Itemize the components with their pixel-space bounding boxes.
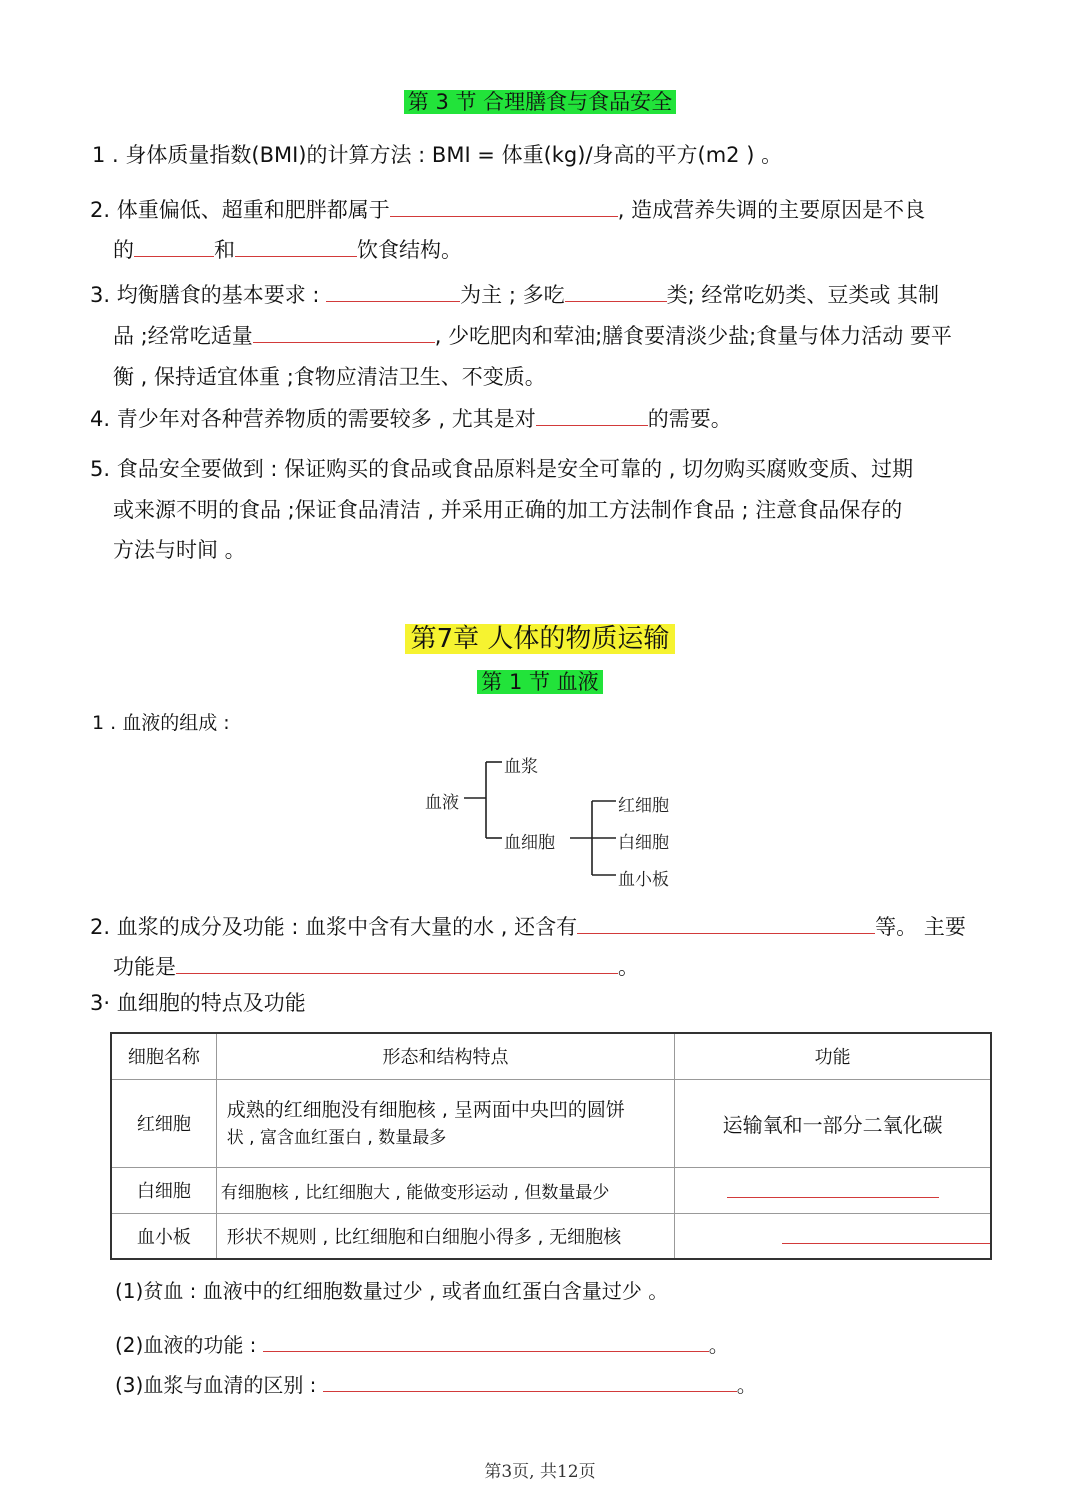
note-1: (1)贫血 : 血液中的红细胞数量过少 , 或者血红蛋白含量过少 。 xyxy=(115,1279,669,1303)
item-5-line3: 方法与时间 。 xyxy=(113,538,246,562)
diagram-rbc: 红细胞 xyxy=(618,796,669,816)
blank-field[interactable] xyxy=(536,405,648,426)
item-4-text-a: 4. 青少年对各种营养物质的需要较多 , 尤其是对 xyxy=(90,407,536,431)
item-2-text-d: 和 xyxy=(214,238,235,262)
diagram-blood-cells: 血细胞 xyxy=(504,833,555,853)
blank-field[interactable] xyxy=(134,236,214,257)
table-header-row xyxy=(111,1033,991,1079)
section-title xyxy=(0,86,1080,116)
item-3-line2 xyxy=(113,322,952,349)
item-3-text-a: 3. 均衡膳食的基本要求 : xyxy=(90,283,320,307)
table-row xyxy=(111,1213,991,1259)
item-3-line3: 衡 , 保持适宜体重 ;食物应清洁卫生、不变质。 xyxy=(113,365,546,389)
blood-item-1: 1 . 血液的组成 : xyxy=(92,712,230,734)
blank-field[interactable] xyxy=(727,1177,939,1198)
blank-field[interactable] xyxy=(390,196,618,217)
cell-name: 血小板 xyxy=(111,1213,216,1259)
item-4-text-b: 的需要。 xyxy=(647,407,732,431)
blank-field[interactable] xyxy=(323,1371,737,1392)
item-3-text-d: 品 ;经常吃适量 xyxy=(113,324,253,348)
blank-field[interactable] xyxy=(253,322,435,343)
cell-feature: 有细胞核 , 比红细胞大 , 能做变形运动 , 但数量最少 xyxy=(216,1167,675,1213)
blank-field[interactable] xyxy=(326,281,460,302)
diagram-plasma: 血浆 xyxy=(504,757,538,777)
cell-function xyxy=(675,1167,991,1213)
blood-item-2-text-d: 。 xyxy=(618,955,639,979)
cell-function: 运输氧和一部分二氧化碳 xyxy=(675,1079,991,1167)
blank-field[interactable] xyxy=(235,236,357,257)
diagram-wbc: 白细胞 xyxy=(618,833,669,853)
blank-field[interactable] xyxy=(263,1331,709,1352)
cell-function xyxy=(675,1213,991,1259)
blood-composition-diagram xyxy=(420,745,690,890)
blood-item-2-line1 xyxy=(90,913,966,940)
note-3-text-a: (3)血浆与血清的区别 : xyxy=(115,1373,317,1397)
diagram-blood: 血液 xyxy=(425,793,459,813)
blank-field[interactable] xyxy=(782,1223,990,1244)
item-2-text-b: , 造成营养失调的主要原因是不良 xyxy=(617,198,926,222)
blank-field[interactable] xyxy=(176,953,618,974)
cell-feature xyxy=(216,1079,675,1167)
cell-feature-line: 状 , 富含血红蛋白 , 数量最多 xyxy=(226,1128,447,1148)
blood-item-3: 3· 血细胞的特点及功能 xyxy=(90,991,306,1015)
chapter-title xyxy=(0,618,1080,655)
note-3 xyxy=(115,1371,757,1398)
section-title-text: 第 3 节 合理膳食与食品安全 xyxy=(404,90,676,114)
blank-field[interactable] xyxy=(565,281,667,302)
item-4 xyxy=(90,405,732,432)
item-3-text-e: , 少吃肥肉和荤油;膳食要清淡少盐;食量与体力活动 要平 xyxy=(434,324,952,348)
table-header: 形态和结构特点 xyxy=(216,1033,675,1079)
item-3-line1 xyxy=(90,281,939,308)
blank-field[interactable] xyxy=(577,913,875,934)
section-title-text: 第 1 节 血液 xyxy=(477,670,602,694)
note-3-text-b: 。 xyxy=(736,1373,757,1397)
item-2-text-a: 2. 体重偏低、超重和肥胖都属于 xyxy=(90,198,390,222)
blood-item-2-line2 xyxy=(113,953,639,980)
item-2-line2 xyxy=(113,236,462,263)
cell-feature-line: 成熟的红细胞没有细胞核 , 呈两面中央凹的圆饼 xyxy=(226,1099,625,1121)
item-2-text-c: 的 xyxy=(113,238,134,262)
note-2-text-b: 。 xyxy=(708,1333,729,1357)
blood-item-2-text-b: 等。 主要 xyxy=(875,915,966,939)
table-header: 细胞名称 xyxy=(111,1033,216,1079)
section-title xyxy=(0,666,1080,696)
item-2-line1 xyxy=(90,196,925,223)
item-5-line2: 或来源不明的食品 ;保证食品清洁 , 并采用正确的加工方法制作食品 ; 注意食品保存的 xyxy=(113,498,903,522)
blood-item-2-text-a: 2. 血浆的成分及功能 : 血浆中含有大量的水 , 还含有 xyxy=(90,915,578,939)
note-2 xyxy=(115,1331,729,1358)
item-1: 1 . 身体质量指数(BMI)的计算方法 : BMI = 体重(kg)/身高的平方(m2 ) 。 xyxy=(92,143,783,167)
table-row xyxy=(111,1079,991,1167)
blood-cell-table xyxy=(110,1032,992,1260)
cell-name: 白细胞 xyxy=(111,1167,216,1213)
cell-name: 红细胞 xyxy=(111,1079,216,1167)
item-3-text-b: 为主 ; 多吃 xyxy=(460,283,565,307)
table-header: 功能 xyxy=(675,1033,991,1079)
note-2-text-a: (2)血液的功能 : xyxy=(115,1333,257,1357)
table-row xyxy=(111,1167,991,1213)
item-3-text-c: 类; 经常吃奶类、豆类或 其制 xyxy=(666,283,940,307)
diagram-platelet: 血小板 xyxy=(618,870,669,890)
chapter-title-text: 第7章 人体的物质运输 xyxy=(405,624,676,654)
blood-item-2-text-c: 功能是 xyxy=(113,955,176,979)
item-5-line1: 5. 食品安全要做到 : 保证购买的食品或食品原料是安全可靠的 , 切勿购买腐败变质、过期 xyxy=(90,457,914,481)
item-2-text-e: 饮食结构。 xyxy=(357,238,462,262)
page-footer: 第3页, 共12页 xyxy=(484,1462,596,1482)
cell-feature: 形状不规则 , 比红细胞和白细胞小得多 , 无细胞核 xyxy=(216,1213,675,1259)
